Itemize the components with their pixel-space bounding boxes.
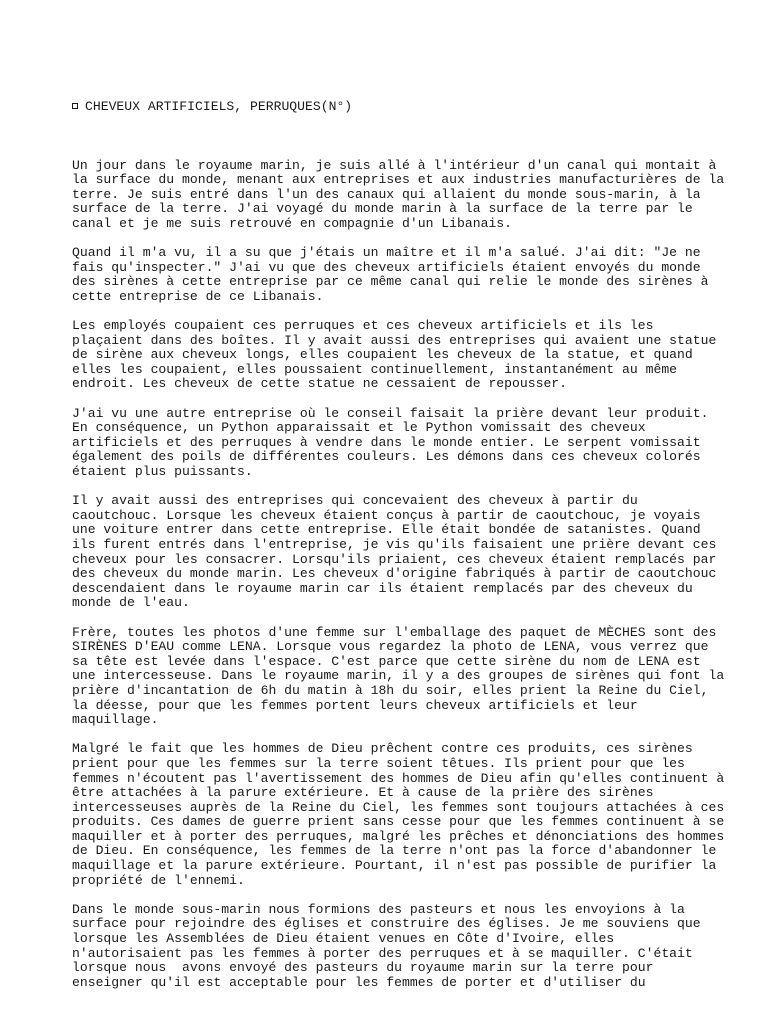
text-line: surface de la terre. J'ai voyagé du monde marin à la surface de la terre par le bbox=[72, 201, 693, 217]
paragraph bbox=[72, 157, 725, 232]
text-line: maquillage et la parure extérieure. Pourtant, il n'est pas possible de purifier la bbox=[72, 858, 717, 874]
text-line: une voiture entrer dans cette entreprise. Elle était bondée de satanistes. Quand bbox=[72, 522, 701, 538]
text-line: n'autorisaient pas les femmes à porter des perruques et à se maquiller. C'était bbox=[72, 945, 693, 961]
text-line: terre. Je suis entré dans l'un des canaux qui allaient du monde sous-marin, à la bbox=[72, 186, 701, 202]
text-line: Frère, toutes les photos d'une femme sur l'emballage des paquet de MÈCHES sont des bbox=[72, 624, 717, 640]
text-line: cette entreprise de ce Libanais. bbox=[72, 288, 324, 304]
text-line: être attachées à la parure extérieure. Et à cause de la prière des sirènes bbox=[72, 785, 654, 801]
paragraph bbox=[72, 407, 712, 480]
text-line: surface pour rejoindre des églises et construire des églises. Je me souviens que bbox=[72, 916, 701, 932]
section-heading bbox=[72, 100, 712, 115]
text-line: maquiller et à porter des perruques, malgré les prêches et dénonciations des hommes bbox=[72, 828, 725, 844]
text-line: cheveux pour les consacrer. Lorsqu'ils priaient, ces cheveux étaient remplacés par bbox=[72, 551, 717, 567]
text-line: ils furent entrés dans l'entreprise, je vis qu'ils faisaient une prière devant ces bbox=[72, 537, 717, 552]
text-line: prient pour que les femmes sur la terre soient têtues. Ils prient pour que les bbox=[72, 755, 685, 771]
text-line: une intercesseuse. Dans le royaume marin, il y a des groupes de sirènes qui font la bbox=[72, 668, 725, 684]
text-line: Malgré le fait que les hommes de Dieu prêchent contre ces produits, ces sirènes bbox=[72, 741, 693, 757]
text-line: canal et je me suis retrouvé en compagnie d'un Libanais. bbox=[72, 215, 513, 231]
text-line: En conséquence, un Python apparaissait et le Python vomissait des cheveux bbox=[72, 420, 646, 436]
text-line: plaçaient dans des boîtes. Il y avait aussi des entreprises qui avaient une statue bbox=[72, 332, 717, 348]
text-line: lorsque nous avons envoyé des pasteurs du royaume marin sur la terre pour bbox=[72, 960, 654, 976]
text-line: la surface du monde, menant aux entreprises et aux industries manufacturières de la bbox=[72, 172, 725, 188]
text-line: J'ai vu une autre entreprise où le conseil faisait la prière devant leur produit. bbox=[72, 405, 709, 421]
text-line: elles les coupaient, elles poussaient continuellement, instantanément au même bbox=[72, 361, 678, 377]
paragraph bbox=[72, 624, 725, 728]
paragraph bbox=[72, 318, 717, 392]
text-line: la déesse, pour que les femmes portent leurs cheveux artificiels et leur bbox=[72, 697, 638, 713]
small-square-icon bbox=[72, 103, 78, 109]
text-line: lorsque les Assemblées de Dieu étaient venues en Côte d'Ivoire, elles bbox=[72, 931, 615, 947]
section-heading-text: CHEVEUX ARTIFICIELS, PERRUQUES(N°) bbox=[85, 99, 353, 115]
text-line: enseigner qu'il est acceptable pour les femmes de porter et d'utiliser du bbox=[72, 974, 646, 990]
text-line: également des poils de différentes couleurs. Les démons dans ces cheveux colorés bbox=[72, 449, 701, 465]
text-line: Dans le monde sous-marin nous formions des pasteurs et nous les envoyions à la bbox=[72, 901, 685, 917]
text-line: SIRÈNES D'EAU comme LENA. Lorsque vous regardez la photo de LENA, vous verrez que bbox=[72, 639, 709, 655]
text-line: fais qu'inspecter." J'ai vu que des cheveux artificiels étaient envoyés du monde bbox=[72, 259, 701, 275]
document-page bbox=[72, 71, 725, 1020]
text-line: Quand il m'a vu, il a su que j'étais un maître et il m'a salué. J'ai dit: "Je ne bbox=[72, 245, 701, 261]
paragraph bbox=[72, 493, 717, 611]
text-line: sa tête est levée dans l'espace. C'est parce que cette sirène du nom de LENA est bbox=[72, 653, 701, 669]
paragraph bbox=[72, 741, 725, 888]
text-line: artificiels et des perruques à vendre dans le monde entier. Le serpent vomissait bbox=[72, 434, 701, 450]
text-line: des sirènes à cette entreprise par ce même canal qui relie le monde des sirènes à bbox=[72, 274, 709, 290]
paragraph bbox=[72, 903, 712, 991]
text-line: prière d'incantation de 6h du matin à 18h du soir, elles prient la Reine du Ciel, bbox=[72, 682, 709, 698]
text-line: intercesseuses auprès de la Reine du Ciel, les femmes sont toujours attachées à ces bbox=[72, 799, 725, 815]
text-line: caoutchouc. Lorsque les cheveux étaient conçus à partir de caoutchouc, je voyais bbox=[72, 507, 701, 523]
text-line: propriété de l'ennemi. bbox=[72, 872, 245, 888]
text-line: de sirène aux cheveux longs, elles coupaient les cheveux de la statue, et quand bbox=[72, 347, 693, 363]
text-line: des cheveux du monde marin. Les cheveux d'origine fabriqués à partir de caoutchouc bbox=[72, 566, 717, 582]
text-line: Il y avait aussi des entreprises qui concevaient des cheveux à partir du bbox=[72, 493, 638, 509]
text-line: Les employés coupaient ces perruques et ces cheveux artificiels et ils les bbox=[72, 318, 654, 334]
text-line: étaient plus puissants. bbox=[72, 464, 253, 480]
text-line: endroit. Les cheveux de cette statue ne cessaient de repousser. bbox=[72, 376, 568, 392]
text-line: maquillage. bbox=[72, 712, 159, 728]
text-line: Un jour dans le royaume marin, je suis allé à l'intérieur d'un canal qui montait à bbox=[72, 157, 717, 173]
text-line: produits. Ces dames de guerre prient sans cesse pour que les femmes continuent à se bbox=[72, 814, 725, 830]
text-line: monde de l'eau. bbox=[72, 595, 190, 611]
paragraph bbox=[72, 246, 712, 304]
text-line: femmes n'écoutent pas l'avertissement des hommes de Dieu afin qu'elles continuent à bbox=[72, 770, 725, 786]
text-line: descendaient dans le royaume marin car ils étaient remplacés par des cheveux du bbox=[72, 580, 693, 596]
document-body bbox=[72, 157, 725, 991]
text-line: de Dieu. En conséquence, les femmes de la terre n'ont pas la force d'abandonner le bbox=[72, 843, 717, 859]
